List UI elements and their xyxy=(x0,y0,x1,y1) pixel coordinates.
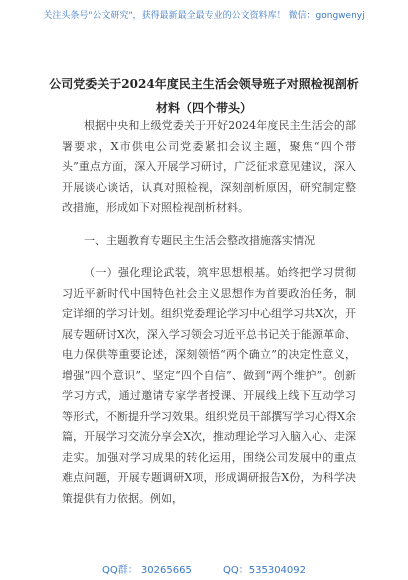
document-title xyxy=(40,72,368,120)
intro-paragraph: 根据中央和上级党委关于开好2024年度民主生活会的部署要求，X市供电公司党委紧扣会议主题，聚焦“四个带头”重点方面，深入开展学习研讨，广泛征求意见建议，深入开展谈心谈话，认真对照检视，深刻剖析原因，研究制定整改措施，形成如下对照检视剖析材料。 xyxy=(62,119,356,214)
bottom-banner xyxy=(0,561,408,576)
body-paragraph: （一）强化理论武装，筑牢思想根基。始终把学习贯彻习近平新时代中国特色社会主义思想作为首要政治任务，制定详细的学习计划。组织党委理论学习中心组学习共X次，开展专题研讨X次，深入学习领会习近平总书记关于能源革命、电力保供等重要论述，深刻领悟“两个确立”的决定性意义，增强“四个意识”、坚定“四个自信”、做到“两个维护”。创新学习方式，通过邀请专家学者授课、开展线上线下互动学习等形式，不断提升学习效果。组织党员干部撰写学习心得X余篇，开展学习交流分享会X次，推动理论学习入脑入心、走深走实。加强对学习成果的转化运用，围绕公司发展中的重点难点问题，开展专题调研X项，形成调研报告X份，为科学决策提供有力依据。例如， xyxy=(62,266,356,505)
qq-number-label: QQ：535304092 xyxy=(223,565,307,576)
document-body xyxy=(62,116,356,509)
title-line-2: 材料（四个带头） xyxy=(155,101,252,115)
section-heading: 一、主题教育专题民主生活会整改措施落实情况 xyxy=(84,233,315,247)
top-banner: 关注头条号"公文研究"，获得最新最全最专业的公文资料库！ 微信：gongwenyj xyxy=(43,11,365,21)
title-line-1: 公司党委关于2024年度民主生活会领导班子对照检视剖析 xyxy=(49,77,359,91)
qq-group-label: QQ群： 30265665 xyxy=(101,565,192,576)
